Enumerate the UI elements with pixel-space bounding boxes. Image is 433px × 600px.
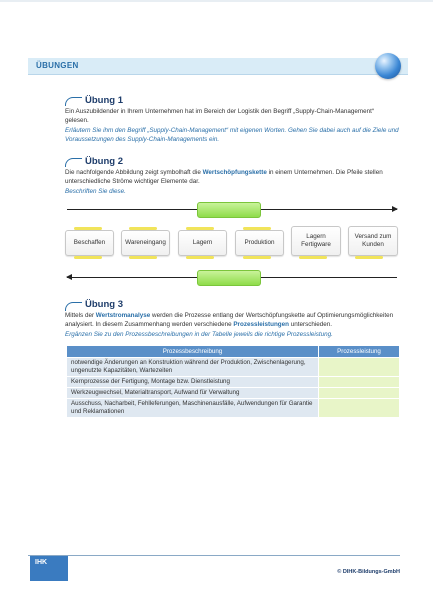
table-header-row	[67, 346, 400, 358]
exercise-2-title: Übung 2	[85, 156, 123, 167]
table-row	[67, 377, 400, 388]
process-table	[66, 345, 400, 418]
table-row	[67, 388, 400, 399]
bracket-icon	[65, 97, 82, 106]
bracket-icon	[65, 158, 82, 167]
keyword-wertschoepfungskette: Wertschöpfungskette	[202, 169, 267, 176]
footer-rule	[28, 555, 400, 556]
exercise-3-task: Ergänzen Sie zu den Prozessbeschreibungen in der Tabelle jeweils die richtige Prozessleistung.	[65, 331, 333, 338]
exercise-1-title: Übung 1	[85, 95, 123, 106]
process-performance-field[interactable]	[319, 388, 400, 399]
marker-bar	[186, 256, 214, 259]
chain-step: Wareneingang	[121, 230, 170, 256]
exercise-2-task: Beschriften Sie diese.	[65, 188, 126, 195]
label-field-bottom[interactable]	[197, 270, 261, 286]
process-performance-field[interactable]	[319, 399, 400, 418]
exercise-3-title: Übung 3	[85, 299, 123, 310]
process-description: Werkzeugwechsel, Materialtransport, Aufwand für Verwaltung	[67, 388, 319, 399]
marker-bar	[129, 256, 157, 259]
bracket-icon	[65, 302, 82, 311]
chain-step: Produktion	[235, 230, 284, 256]
process-description: notwendige Änderungen an Konstruktion während der Produktion, Zwischenlagerung, ungenutzte Kapazitäten, Wartezeiten	[67, 358, 319, 377]
top-rule	[0, 0, 433, 2]
col-header-description: Prozessbeschreibung	[67, 346, 319, 358]
keyword-wertstromanalyse: Wertstromanalyse	[95, 312, 151, 319]
process-performance-field[interactable]	[319, 358, 400, 377]
process-description: Kernprozesse der Fertigung, Montage bzw. Dienstleistung	[67, 377, 319, 388]
keyword-prozessleistungen: Prozessleistungen	[233, 321, 289, 328]
col-header-performance: Prozessleistung	[319, 346, 400, 358]
chain-step: Lagern	[178, 230, 227, 256]
chain-step: Versand zum Kunden	[348, 226, 398, 256]
process-performance-field[interactable]	[319, 377, 400, 388]
exercise-2-text: Die nachfolgende Abbildung zeigt symbolhaft die Wertschöpfungskette in einem Unternehmen. Die Pfeile stellen unterschiedliche Ströme wichtiger Elemente dar.	[65, 169, 383, 185]
marker-bar	[243, 256, 271, 259]
exercise-1-task: Erläutern Sie ihm den Begriff „Supply-Chain-Management“ mit eigenen Worten. Gehen Sie dabei auch auf die Ziele und Voraussetzungen des Supply-Chain-Managements ein.	[65, 127, 399, 143]
exercise-1-text: Ein Auszubildender in Ihrem Unternehmen hat im Bereich der Logistik den Begriff „Supply-Chain-Management“ gelesen.	[65, 108, 374, 124]
process-description: Ausschuss, Nacharbeit, Fehlleferungen, Maschinenausfälle, Aufwendungen für Garantie und Reklamationen	[67, 399, 319, 418]
blue-sphere-icon	[375, 53, 401, 79]
table-row	[67, 399, 400, 418]
exercise-3-text: Mittels der Wertstromanalyse werden die Prozesse entlang der Wertschöpfungskette auf Optimierungsmöglichkeiten analysiert. In diesem Zusammenhang werden verschiedene Prozessleistungen unterschieden.	[65, 312, 394, 328]
table-row	[67, 358, 400, 377]
copyright: © DIHK-Bildungs-GmbH	[337, 569, 400, 575]
section-title: ÜBUNGEN	[36, 61, 79, 70]
section-header	[28, 58, 408, 75]
marker-bar	[299, 256, 327, 259]
chain-step: Lagern Fertigware	[291, 226, 341, 256]
marker-bar	[74, 256, 102, 259]
marker-bar	[355, 256, 383, 259]
value-chain	[65, 230, 398, 256]
chain-step: Beschaffen	[65, 230, 114, 256]
ihk-logo: IHK	[30, 556, 68, 581]
label-field-top[interactable]	[197, 202, 261, 218]
